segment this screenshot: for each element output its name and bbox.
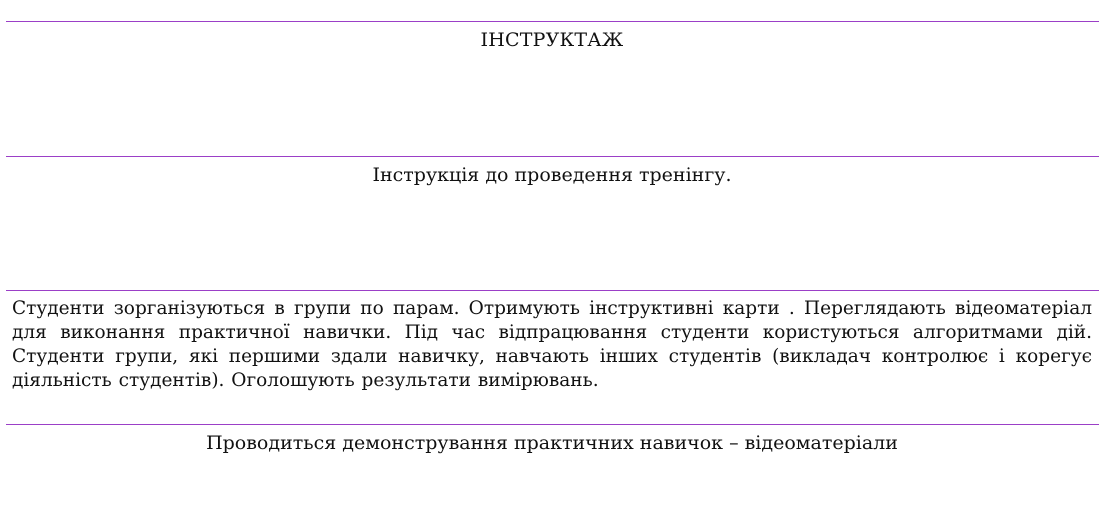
training-instruction-text: Інструкція до проведення тренінгу. — [372, 164, 732, 186]
demonstration-text: Проводиться демонстрування практичних навичок – відеоматеріали — [206, 432, 898, 454]
heading-text: ІНСТРУКТАЖ — [480, 29, 624, 51]
section-demonstration — [12, 431, 1092, 455]
divider-2 — [6, 156, 1099, 157]
section-training-instruction — [12, 163, 1092, 187]
divider-1 — [6, 21, 1099, 22]
divider-4 — [6, 424, 1099, 425]
divider-3 — [6, 290, 1099, 291]
section-procedure-paragraph — [12, 297, 1092, 393]
section-heading-instruction — [12, 28, 1092, 52]
procedure-text: Студенти зорганізуються в групи по парам. Отримують інструктивні карти . Переглядають відеоматеріал для виконання практичної навички. Під час відпрацювання студенти користуються алгоритмами дій. Студенти групи, які першими здали навичку, навчають інших студентів (викладач контролює і корегує діяльність студентів). Оголошують результати вимірювань. — [12, 298, 1092, 391]
